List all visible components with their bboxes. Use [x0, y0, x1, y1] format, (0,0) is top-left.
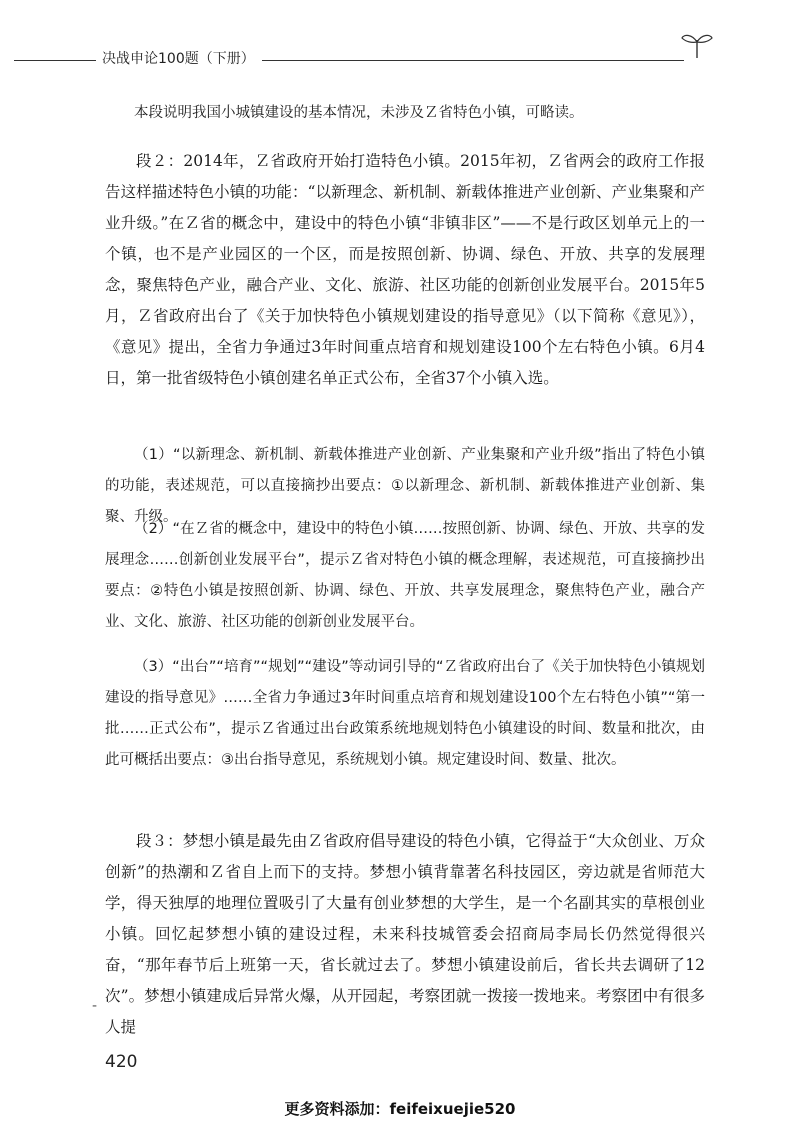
material-paragraph-3: 段３：梦想小镇是最先由Ｚ省政府倡导建设的特色小镇，它得益于“大众创业、万众创新”的热潮和Ｚ省自上而下的支持。梦想小镇背靠著名科技园区，旁边就是省师范大学，得天独厚的地理位置吸引了大量有创业梦想的大学生，是一个名副其实的草根创业小镇。回忆起梦想小镇的建设过程，未来科技城管委会招商局李局长仍然觉得很兴奋，“那年春节后上班第一天，省长就过去了。梦想小镇建设前后，省长共去调研了12次”。梦想小镇建成后异常火爆，从开园起，考察团就一拨接一拨地来。考察团中有很多人提 [105, 832, 705, 1036]
header-rule-left [14, 60, 96, 61]
intro-note: 本段说明我国小城镇建设的基本情况，未涉及Ｚ省特色小镇，可略读。 [134, 105, 584, 121]
material-paragraph-2: 段２：2014年，Ｚ省政府开始打造特色小镇。2015年初，Ｚ省两会的政府工作报告这样描述特色小镇的功能：“以新理念、新机制、新载体推进产业创新、产业集聚和产业升级。”在Ｚ省的概念中，建设中的特色小镇“非镇非区”——不是行政区划单元上的一个镇，也不是产业园区的一个区，而是按照创新、协调、绿色、开放、共享的发展理念，聚焦特色产业，融合产业、文化、旅游、社区功能的创新创业发展平台。2015年5月，Ｚ省政府出台了《关于加快特色小镇规划建设的指导意见》（以下简称《意见》），《意见》提出，全省力争通过3年时间重点培育和规划建设100个左右特色小镇。6月4日，第一批省级特色小镇创建名单正式公布，全省37个小镇入选。 [105, 152, 705, 387]
analysis-point-2: （2）“在Ｚ省的概念中，建设中的特色小镇……按照创新、协调、绿色、开放、共享的发展理念……创新创业发展平台”，提示Ｚ省对特色小镇的概念理解，表述规范，可直接摘抄出要点：②特色小镇是按照创新、协调、绿色、开放、共享发展理念，聚焦特色产业，融合产业、文化、旅游、社区功能的创新创业发展平台。 [105, 521, 705, 630]
margin-mark: - [92, 998, 98, 1014]
book-title: 决战申论100题（下册） [102, 51, 255, 67]
running-header [0, 44, 800, 74]
sprout-icon [680, 30, 714, 60]
page-number: 420 [105, 1052, 138, 1072]
footer-note: 更多资料添加：feifeixuejie520 [284, 1100, 516, 1118]
analysis-point-3: （3）“出台”“培育”“规划”“建设”等动词引导的“Ｚ省政府出台了《关于加快特色小镇规划建设的指导意见》……全省力争通过3年时间重点培育和规划建设100个左右特色小镇”“第一批……正式公布”，提示Ｚ省通过出台政策系统地规划特色小镇建设的时间、数量和批次，由此可概括出要点：③出台指导意见，系统规划小镇。规定建设时间、数量、批次。 [105, 659, 705, 768]
header-rule-right [262, 60, 684, 61]
analysis-point-1: （1）“以新理念、新机制、新载体推进产业创新、产业集聚和产业升级”指出了特色小镇的功能，表述规范，可以直接摘抄出要点：①以新理念、新机制、新载体推进产业创新、集聚、升级。 [105, 447, 705, 525]
